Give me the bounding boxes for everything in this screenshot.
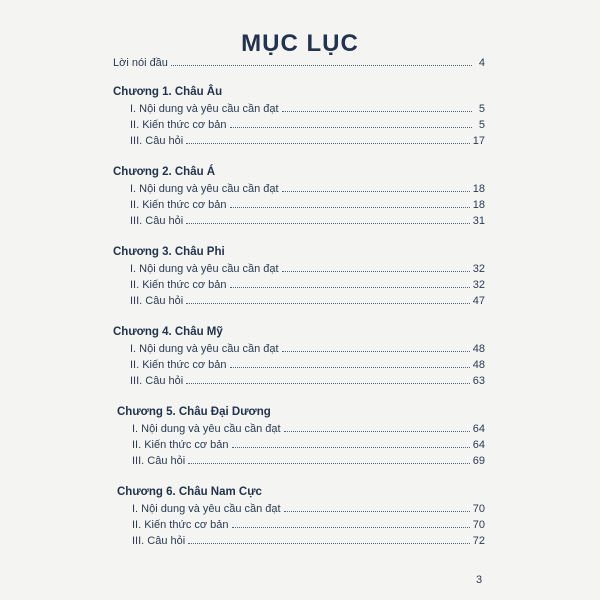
toc-row-label: I. Nội dung và yêu cầu cần đạt — [130, 183, 279, 195]
toc-row — [130, 342, 485, 356]
toc-row — [132, 502, 485, 516]
dot-leader — [232, 438, 470, 448]
toc-row-label: III. Câu hỏi — [130, 295, 184, 307]
toc-row — [130, 294, 485, 308]
toc-intro-page: 4 — [478, 57, 485, 69]
toc-row-page: 64 — [472, 423, 485, 435]
toc-row-page: 5 — [478, 103, 485, 115]
dot-leader — [171, 56, 472, 66]
toc-row-page: 63 — [472, 375, 485, 387]
toc-row-page: 48 — [472, 343, 485, 355]
dot-leader — [186, 134, 470, 144]
chapter-1-title: Chương 1. Châu Âu — [113, 86, 223, 98]
chapter-5-title: Chương 5. Châu Đại Dương — [117, 406, 271, 418]
toc-row-label: I. Nội dung và yêu cầu cần đạt — [132, 503, 281, 515]
toc-row — [132, 534, 485, 548]
dot-leader — [186, 374, 470, 384]
toc-row-page: 64 — [472, 439, 485, 451]
toc-row — [130, 374, 485, 388]
toc-row-page: 18 — [472, 183, 485, 195]
toc-row — [130, 134, 485, 148]
toc-row-label: III. Câu hỏi — [132, 455, 186, 467]
toc-row — [132, 438, 485, 452]
toc-row — [130, 214, 485, 228]
dot-leader — [186, 214, 470, 224]
dot-leader — [230, 198, 470, 208]
toc-row-page: 70 — [472, 503, 485, 515]
toc-row-page: 70 — [472, 519, 485, 531]
page-title: MỤC LỤC — [241, 30, 359, 57]
toc-row-page: 32 — [472, 263, 485, 275]
toc-row-page: 18 — [472, 199, 485, 211]
toc-row — [132, 422, 485, 436]
toc-row-label: II. Kiến thức cơ bản — [130, 199, 227, 211]
toc-row-label: II. Kiến thức cơ bản — [130, 279, 227, 291]
toc-row-label: III. Câu hỏi — [130, 215, 184, 227]
dot-leader — [186, 294, 470, 304]
toc-row — [132, 454, 485, 468]
dot-leader — [282, 102, 472, 112]
dot-leader — [282, 342, 470, 352]
toc-row — [130, 182, 485, 196]
toc-row — [130, 102, 485, 116]
chapter-4-title: Chương 4. Châu Mỹ — [113, 326, 223, 338]
chapter-3-title: Chương 3. Châu Phi — [113, 246, 225, 258]
toc-row-label: I. Nội dung và yêu cầu cần đạt — [130, 263, 279, 275]
toc-row-label: II. Kiến thức cơ bản — [130, 119, 227, 131]
toc-row-page: 5 — [478, 119, 485, 131]
toc-intro-label: Lời nói đầu — [113, 57, 168, 69]
toc-row-page: 48 — [472, 359, 485, 371]
toc-row-label: II. Kiến thức cơ bản — [132, 439, 229, 451]
dot-leader — [284, 422, 470, 432]
toc-row-label: I. Nội dung và yêu cầu cần đạt — [132, 423, 281, 435]
toc-row-label: III. Câu hỏi — [132, 535, 186, 547]
toc-row-page: 32 — [472, 279, 485, 291]
toc-row-page: 72 — [472, 535, 485, 547]
dot-leader — [230, 358, 470, 368]
toc-row-page: 31 — [472, 215, 485, 227]
dot-leader — [188, 454, 470, 464]
dot-leader — [188, 534, 470, 544]
toc-row-page: 69 — [472, 455, 485, 467]
dot-leader — [282, 182, 470, 192]
toc-row — [130, 278, 485, 292]
toc-row-label: I. Nội dung và yêu cầu cần đạt — [130, 103, 279, 115]
page-number: 3 — [476, 574, 483, 586]
toc-row — [130, 358, 485, 372]
toc-row-page: 17 — [472, 135, 485, 147]
toc-row-label: III. Câu hỏi — [130, 375, 184, 387]
toc-row — [130, 262, 485, 276]
toc-intro-row — [113, 56, 485, 70]
chapter-6-title: Chương 6. Châu Nam Cực — [117, 486, 262, 498]
dot-leader — [230, 118, 472, 128]
toc-row-label: III. Câu hỏi — [130, 135, 184, 147]
toc-row — [132, 518, 485, 532]
dot-leader — [282, 262, 470, 272]
dot-leader — [284, 502, 470, 512]
toc-row — [130, 198, 485, 212]
toc-row-label: II. Kiến thức cơ bản — [132, 519, 229, 531]
toc-row-page: 47 — [472, 295, 485, 307]
toc-row-label: I. Nội dung và yêu cầu cần đạt — [130, 343, 279, 355]
dot-leader — [232, 518, 470, 528]
toc-row-label: II. Kiến thức cơ bản — [130, 359, 227, 371]
chapter-2-title: Chương 2. Châu Á — [113, 166, 216, 178]
dot-leader — [230, 278, 470, 288]
toc-row — [130, 118, 485, 132]
